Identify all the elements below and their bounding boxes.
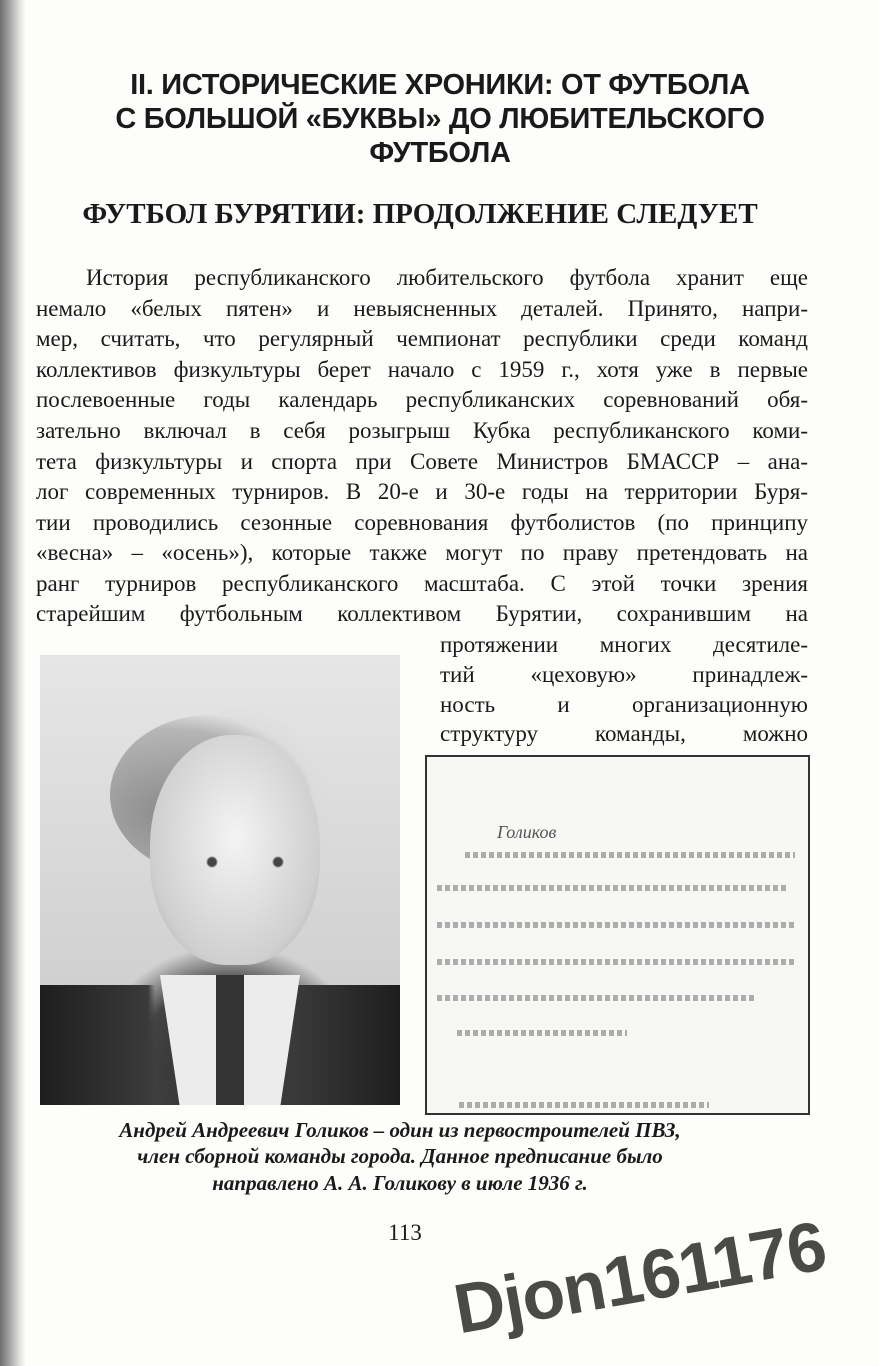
body-line: послевоенные годы календарь республиканских соревнований обя- [36, 387, 808, 412]
body-line: структуру команды, можно [440, 721, 808, 746]
photo-collar [160, 975, 300, 1105]
body-line: тии проводились сезонные соревнования футболистов (по принципу [36, 510, 808, 535]
body-line: протяжении многих десятиле- [440, 632, 808, 657]
portrait-photo [40, 655, 400, 1105]
chapter-title-line-1: II. ИСТОРИЧЕСКИЕ ХРОНИКИ: ОТ ФУТБОЛА [130, 69, 750, 101]
body-line: старейшим футбольным коллективом Бурятии, сохранившим на [36, 601, 808, 626]
body-line: ранг турниров республиканского масштаба. С этой точки зрения [36, 571, 808, 596]
caption-line-1: Андрей Андреевич Голиков – один из первостроителей ПВЗ, [119, 1118, 681, 1142]
body-line: коллективов физкультуры берет начало с 1959 г., хотя уже в первые [36, 357, 808, 382]
caption-line-3: направлено А. А. Голикову в июле 1936 г. [212, 1171, 588, 1195]
typed-line [457, 1030, 627, 1036]
photo-eyes [190, 855, 300, 869]
body-line: тий «цеховую» принадлеж- [440, 662, 808, 687]
typed-line [437, 995, 757, 1001]
body-line: тета физкультуры и спорта при Совете Министров БМАССР – ана- [36, 449, 808, 474]
typed-line [437, 959, 797, 965]
body-line: История республиканского любительского футбола хранит еще [86, 265, 808, 290]
body-line: зательно включал в себя розыгрыш Кубка республиканского коми- [36, 418, 808, 443]
body-line: немало «белых пятен» и невыясненных деталей. Принято, напри- [36, 296, 808, 321]
chapter-title-line-3: ФУТБОЛА [369, 137, 511, 169]
watermark: Djon161176 [448, 1206, 832, 1349]
book-gutter-shadow [0, 0, 26, 1366]
typed-line [437, 922, 797, 928]
body-line: «весна» – «осень»), которые также могут по праву претендовать на [36, 540, 808, 565]
typed-line [465, 852, 795, 858]
body-line: ность и организационную [440, 692, 808, 717]
section-title: ФУТБОЛ БУРЯТИИ: ПРОДОЛЖЕНИЕ СЛЕДУЕТ [82, 198, 758, 230]
photo-face [150, 735, 320, 965]
page-number: 113 [388, 1220, 422, 1245]
typed-line [437, 885, 787, 891]
caption-line-2: член сборной команды города. Данное предписание было [137, 1144, 663, 1168]
chapter-title-line-2: С БОЛЬШОЙ «БУКВЫ» ДО ЛЮБИТЕЛЬСКОГО [115, 103, 765, 135]
body-line: мер, считать, что регулярный чемпионат республики среди команд [36, 326, 808, 351]
typed-line [459, 1102, 709, 1108]
body-line: лог современных турниров. В 20-е и 30-е годы на территории Буря- [36, 479, 808, 504]
archive-document-image [425, 755, 810, 1115]
handwritten-name: Голиков [497, 822, 557, 842]
